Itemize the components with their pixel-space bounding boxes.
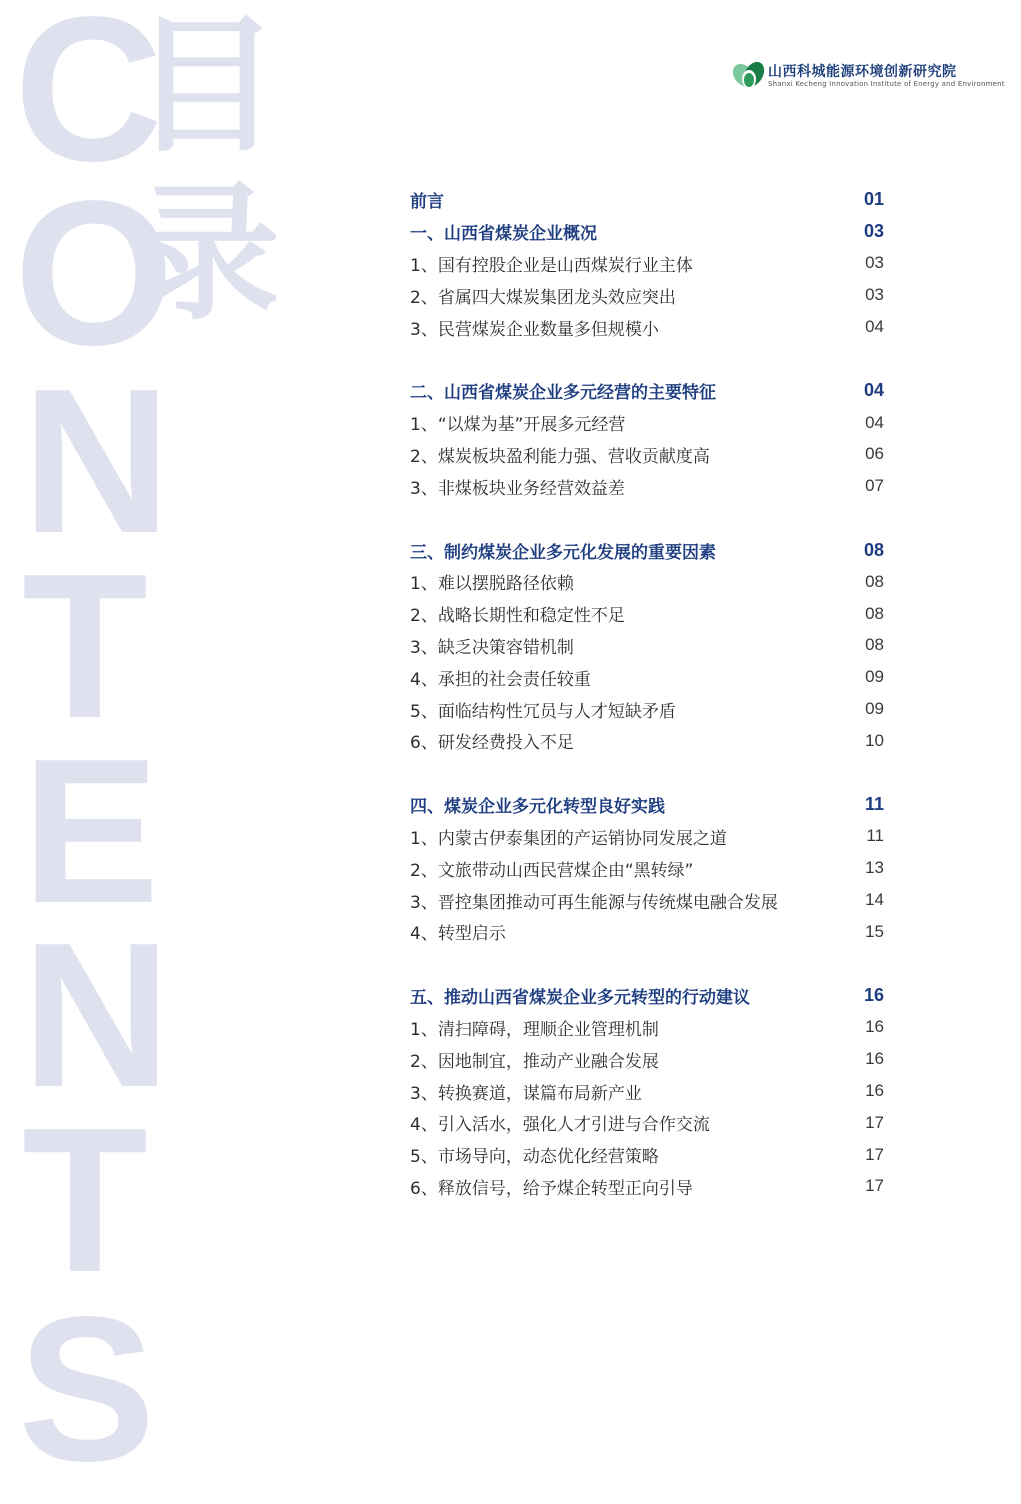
toc-entry[interactable]: [410, 311, 884, 343]
watermark-letter-o: O: [14, 158, 175, 388]
entry-title: 4、承担的社会责任较重: [410, 669, 591, 690]
entry-page-number: 08: [865, 635, 884, 655]
section-page-number: 11: [864, 794, 884, 815]
toc-section-heading[interactable]: [410, 534, 884, 566]
toc-entry[interactable]: [410, 884, 884, 916]
section-page-number: 01: [863, 189, 884, 210]
watermark-letter-t: T: [22, 531, 148, 761]
section-page-number: 08: [863, 539, 884, 560]
leaf-logo-icon: [732, 56, 766, 90]
institute-name: 山西科城能源环境创新研究院: [768, 64, 957, 80]
toc-entry[interactable]: [410, 1107, 884, 1139]
entry-page-number: 15: [865, 921, 884, 941]
entry-page-number: 14: [865, 890, 884, 910]
toc-section: [410, 184, 884, 216]
section-page-number: 16: [863, 985, 884, 1006]
toc-entry[interactable]: [410, 821, 884, 853]
entry-page-number: 08: [865, 603, 884, 623]
entry-title: 1、内蒙古伊泰集团的产运销协同发展之道: [410, 828, 727, 849]
entry-title: 6、释放信号，给予煤企转型正向引导: [410, 1178, 693, 1199]
toc-section: [410, 789, 884, 948]
entry-title: 3、非煤板块业务经营效益差: [410, 478, 625, 499]
watermark-letter-s: S: [18, 1274, 156, 1504]
toc-section: [410, 980, 884, 1203]
entry-title: 2、省属四大煤炭集团龙头效应突出: [410, 287, 676, 308]
entry-page-number: 17: [865, 1176, 884, 1196]
watermark-letter-n2: N: [22, 900, 171, 1130]
toc-entry[interactable]: [410, 470, 884, 502]
entry-title: 3、晋控集团推动可再生能源与传统煤电融合发展: [410, 892, 778, 913]
entry-title: 5、市场导向，动态优化经营策略: [410, 1147, 659, 1168]
toc-entry[interactable]: [410, 1139, 884, 1171]
toc-entry[interactable]: [410, 630, 884, 662]
institute-english-name: Shanxi Kecheng Innovation Institute of Energy and Environment: [768, 80, 1005, 88]
toc-section-heading[interactable]: [410, 216, 884, 248]
entry-title: 1、国有控股企业是山西煤炭行业主体: [410, 255, 693, 276]
watermark-char-lu: 录: [132, 168, 280, 340]
entry-title: 2、煤炭板块盈利能力强、营收贡献度高: [410, 446, 710, 467]
entry-page-number: 09: [865, 699, 884, 719]
entry-page-number: 16: [865, 1081, 884, 1101]
toc-entry[interactable]: [410, 916, 884, 948]
entry-page-number: 16: [865, 1049, 884, 1069]
entry-title: 1、“以煤为基”开展多元经营: [410, 415, 626, 436]
section-page-number: 03: [863, 221, 884, 242]
toc-section-heading[interactable]: [410, 184, 884, 216]
toc-section-heading[interactable]: [410, 789, 884, 821]
toc-entry[interactable]: [410, 598, 884, 630]
toc-entry[interactable]: [410, 1012, 884, 1044]
watermark-char-mu: 目: [132, 0, 280, 172]
entry-title: 4、引入活水，强化人才引进与合作交流: [410, 1115, 710, 1136]
entry-title: 3、缺乏决策容错机制: [410, 637, 574, 658]
toc-section: [410, 216, 884, 343]
entry-title: 2、因地制宜，推动产业融合发展: [410, 1051, 659, 1072]
entry-title: 2、战略长期性和稳定性不足: [410, 606, 625, 627]
watermark-letter-c: C: [14, 0, 163, 204]
toc-section: [410, 375, 884, 502]
section-title: 前言: [410, 192, 444, 213]
entry-page-number: 17: [865, 1144, 884, 1164]
entry-page-number: 04: [865, 412, 884, 432]
toc-entry[interactable]: [410, 566, 884, 598]
entry-page-number: 07: [865, 476, 884, 496]
entry-title: 5、面临结构性冗员与人才短缺矛盾: [410, 701, 676, 722]
section-title: 五、推动山西省煤炭企业多元转型的行动建议: [410, 988, 750, 1009]
toc-entry[interactable]: [410, 693, 884, 725]
toc-entry[interactable]: [410, 1171, 884, 1203]
entry-page-number: 13: [865, 858, 884, 878]
entry-page-number: 17: [865, 1112, 884, 1132]
watermark-letter-n: N: [22, 346, 171, 576]
entry-page-number: 11: [866, 826, 884, 846]
entry-title: 4、转型启示: [410, 924, 506, 945]
entry-page-number: 09: [865, 667, 884, 687]
section-title: 三、制约煤炭企业多元化发展的重要因素: [410, 542, 716, 563]
section-title: 一、山西省煤炭企业概况: [410, 224, 597, 245]
entry-page-number: 16: [865, 1017, 884, 1037]
entry-title: 1、难以摆脱路径依赖: [410, 574, 574, 595]
toc-entry[interactable]: [410, 725, 884, 757]
toc-section-heading[interactable]: [410, 375, 884, 407]
entry-page-number: 03: [865, 285, 884, 305]
entry-title: 3、转换赛道，谋篇布局新产业: [410, 1083, 642, 1104]
toc-entry[interactable]: [410, 852, 884, 884]
toc-section-heading[interactable]: [410, 980, 884, 1012]
section-title: 四、煤炭企业多元化转型良好实践: [410, 797, 665, 818]
entry-title: 6、研发经费投入不足: [410, 733, 574, 754]
toc-entry[interactable]: [410, 248, 884, 280]
entry-title: 3、民营煤炭企业数量多但规模小: [410, 319, 659, 340]
entry-page-number: 10: [865, 730, 884, 750]
institute-logo: [732, 52, 1005, 94]
entry-page-number: 04: [865, 317, 884, 337]
toc-entry[interactable]: [410, 661, 884, 693]
entry-page-number: 06: [865, 444, 884, 464]
section-page-number: 04: [863, 380, 884, 401]
entry-title: 1、清扫障碍，理顺企业管理机制: [410, 1019, 659, 1040]
toc-entry[interactable]: [410, 1075, 884, 1107]
watermark-letter-e: E: [22, 716, 160, 946]
toc-entry[interactable]: [410, 1043, 884, 1075]
toc-section: [410, 534, 884, 757]
table-of-contents: [410, 184, 884, 1234]
section-title: 二、山西省煤炭企业多元经营的主要特征: [410, 383, 716, 404]
watermark-letter-t2: T: [22, 1085, 148, 1315]
entry-title: 2、文旅带动山西民营煤企由“黑转绿”: [410, 860, 694, 881]
toc-entry[interactable]: [410, 407, 884, 439]
entry-page-number: 03: [865, 253, 884, 273]
entry-page-number: 08: [865, 571, 884, 591]
toc-entry[interactable]: [410, 439, 884, 471]
toc-entry[interactable]: [410, 279, 884, 311]
